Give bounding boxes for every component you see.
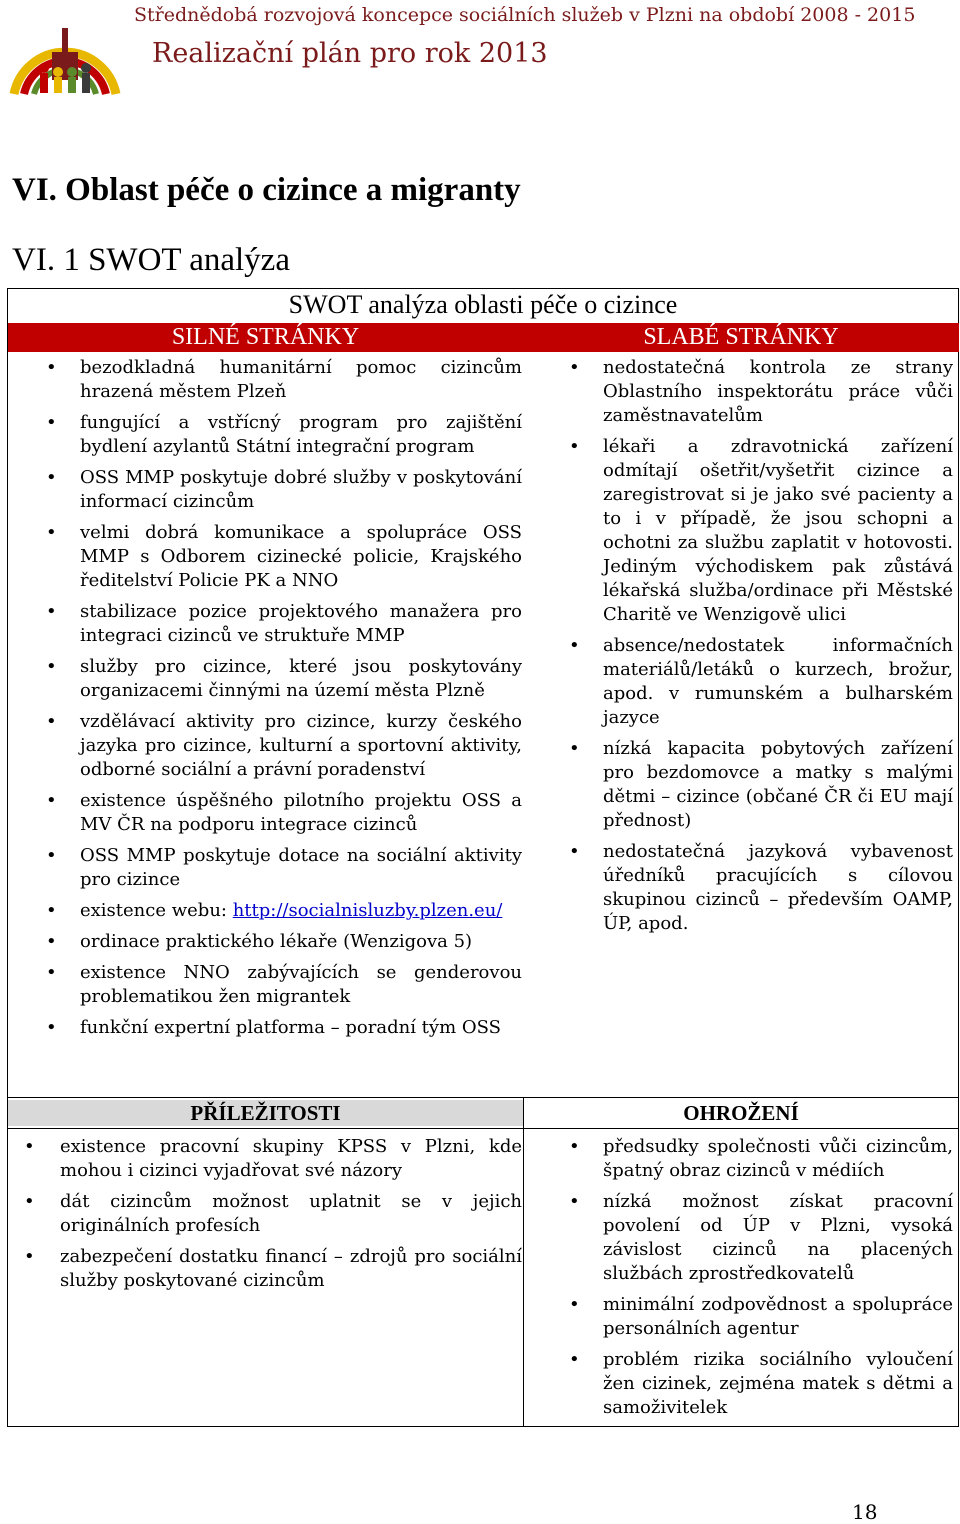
list-item: • stabilizace pozice projektového manažera pro integraci cizinců ve struktuře MMP	[24, 600, 522, 648]
opportunities-list	[8, 1135, 522, 1300]
list-item: • ordinace praktického lékaře (Wenzigova 5)	[24, 930, 522, 954]
list-item: • služby pro cizince, které jsou poskytovány organizacemi činnými na území města Plzně	[24, 655, 522, 703]
header-concept-title: Střednědobá rozvojová koncepce sociálních služeb v Plzni na období 2008 - 2015	[134, 4, 916, 26]
list-item: • OSS MMP poskytuje dobré služby v poskytování informací cizincům	[24, 466, 522, 514]
list-item: • existence úspěšného pilotního projektu OSS a MV ČR na podporu integrace cizinců	[24, 789, 522, 837]
page-header	[0, 0, 960, 110]
list-item: • vzdělávací aktivity pro cizince, kurzy českého jazyka pro cizince, kulturní a sportovní aktivity, odborné sociální a právní poradenství	[24, 710, 522, 782]
list-item: • nedostatečná kontrola ze strany Oblastního inspektorátu práce vůči zaměstnavatelům	[547, 356, 953, 428]
section-heading: VI. Oblast péče o cizince a migranty	[12, 172, 521, 208]
web-link[interactable]: http://socialnisluzby.plzen.eu/	[232, 900, 503, 921]
threats-list	[547, 1135, 953, 1427]
list-item: • bezodkladná humanitární pomoc cizincům hrazená městem Plzeň	[24, 356, 522, 404]
weaknesses-list	[547, 356, 953, 943]
strengths-header: SILNÉ STRÁNKY	[8, 323, 523, 352]
column-divider	[523, 1097, 524, 1427]
list-item: • existence NNO zabývajících se genderovou problematikou žen migrantek	[24, 961, 522, 1009]
list-item: • nedostatečná jazyková vybavenost úředníků pracujících s cílovou skupinou cizinců – především OAMP, ÚP, apod.	[547, 840, 953, 936]
weaknesses-header: SLABÉ STRÁNKY	[523, 323, 959, 352]
list-item: • dát cizincům možnost uplatnit se v jejich originálních profesích	[8, 1190, 522, 1238]
list-item: • existence pracovní skupiny KPSS v Plzni, kde mohou i cizinci vyjadřovat své názory	[8, 1135, 522, 1183]
subsection-heading: VI. 1 SWOT analýza	[12, 242, 290, 278]
list-item: • absence/nedostatek informačních materiálů/letáků o kurzech, brožur, apod. v rumunském a bulharském jazyce	[547, 634, 953, 730]
threats-header: OHROŽENÍ	[683, 1101, 799, 1125]
list-item: • minimální zodpovědnost a spolupráce personálních agentur	[547, 1293, 953, 1341]
list-item-web	[24, 899, 522, 923]
row-divider	[7, 1128, 959, 1129]
list-item: • problém rizika sociálního vyloučení žen cizinek, zejména matek s dětmi a samoživitelek	[547, 1348, 953, 1420]
page-number: 18	[852, 1500, 878, 1524]
list-item: • OSS MMP poskytuje dotace na sociální aktivity pro cizince	[24, 844, 522, 892]
web-label: existence webu:	[80, 900, 233, 921]
list-item: • velmi dobrá komunikace a spolupráce OSS MMP s Odborem cizinecké policie, Krajského ředitelství Policie PK a NNO	[24, 521, 522, 593]
list-item: • fungující a vstřícný program pro zajištění bydlení azylantů Státní integrační program	[24, 411, 522, 459]
swot-title: SWOT analýza oblasti péče o cizince	[288, 290, 678, 319]
opportunities-header: PŘÍLEŽITOSTI	[8, 1100, 523, 1126]
list-item: • předsudky společnosti vůči cizincům, špatný obraz cizinců v médiích	[547, 1135, 953, 1183]
list-item: • zabezpečení dostatku financí – zdrojů pro sociální služby poskytované cizincům	[8, 1245, 522, 1293]
header-plan-title: Realizační plán pro rok 2013	[152, 38, 548, 69]
strengths-list	[24, 356, 522, 1047]
list-item: • nízká kapacita pobytových zařízení pro bezdomovce a matky s malými dětmi – cizince (občané ČR či EU mají přednost)	[547, 737, 953, 833]
list-item: • funkční expertní platforma – poradní tým OSS	[24, 1016, 522, 1040]
list-item: • lékaři a zdravotnická zařízení odmítají ošetřit/vyšetřit cizince a zaregistrovat si je jako své pacienty a to i v případě, že jsou schopni a ochotni za službu zaplatit v hotovosti. Jediným východiskem pak zůstává lékařská služba/ordinace při Městské Charitě ve Wenzigově ulici	[547, 435, 953, 627]
logo-icon	[4, 2, 126, 102]
list-item: • nízká možnost získat pracovní povolení od ÚP v Plzni, vysoká závislost cizinců na placených službách zprostředkovatelů	[547, 1190, 953, 1286]
